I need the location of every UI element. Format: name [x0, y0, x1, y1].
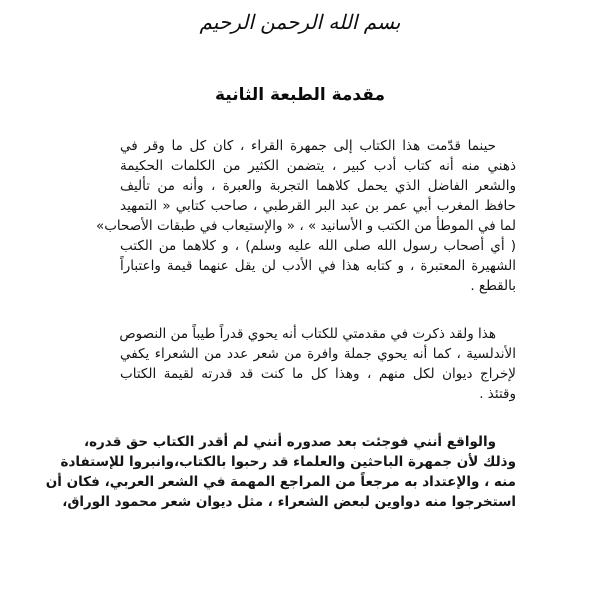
- text-line: لإخراج ديوان لكل منهم ، وهذا كل ما كنت قد قدرته لقيمة الكتاب: [120, 366, 516, 382]
- text-line: استخرجوا منه دواوين لبعض الشعراء ، مثل ديوان شعر محمود الوراق،: [62, 494, 516, 510]
- text-line: الأندلسية ، كما أنه يحوي جملة وافرة من شعر عدد من الشعراء يكفي: [120, 346, 516, 362]
- text-line: هذا ولقد ذكرت في مقدمتي للكتاب أنه يحوي قدراً طيباً من النصوص: [119, 326, 496, 342]
- text-line: بالقطع .: [470, 278, 516, 294]
- body-text: [45, 0, 516, 600]
- paragraph-3: [45, 432, 516, 512]
- paragraph-2: [120, 324, 516, 404]
- text-line: حافظ المغرب أبي عمر بن عبد البر القرطبي ، صاحب كتابي « التمهيد: [120, 198, 516, 214]
- text-line: لما في الموطأ من الكتب و الأسانيد » ، « والإستيعاب في طبقات الأصحاب»: [95, 218, 516, 234]
- text-line: ( أي أصحاب رسول الله صلى الله عليه وسلم) ، و كلاهما من الكتب: [120, 238, 516, 254]
- basmala-calligraphy: بسم الله الرحمن الرحيم: [199, 10, 401, 34]
- text-line: الشهيرة المعتبرة ، و كتابه هذا في الأدب لن يقل عنهما قيمة واعتباراً: [120, 258, 516, 274]
- paragraph-1: [95, 136, 516, 296]
- text-line: ذهني منه أنه كتاب أدب كبير ، يتضمن الكثير من الكلمات الحكيمة: [120, 158, 516, 174]
- text-line: وذلك لأن جمهرة الباحثين والعلماء قد رحبوا بالكتاب،وانبروا للإستفادة: [60, 454, 516, 470]
- text-line: وقتئذ .: [479, 386, 516, 402]
- text-line: حينما قدّمت هذا الكتاب إلى جمهرة القراء ، كان كل ما وقر في: [120, 138, 496, 154]
- page-title: مقدمة الطبعة الثانية: [214, 85, 386, 105]
- text-line: والواقع أنني فوجئت بعد صدوره أنني لم أقدر الكتاب حق قدره،: [83, 434, 496, 450]
- text-line: والشعر الفاضل الذي يحمل كلاهما التجربة والعبرة ، وأنه من تأليف: [120, 178, 516, 194]
- text-line: منه ، والإعتداد به مرجعاً من المراجع المهمة في الشعر العربي، فكان أن: [45, 474, 516, 490]
